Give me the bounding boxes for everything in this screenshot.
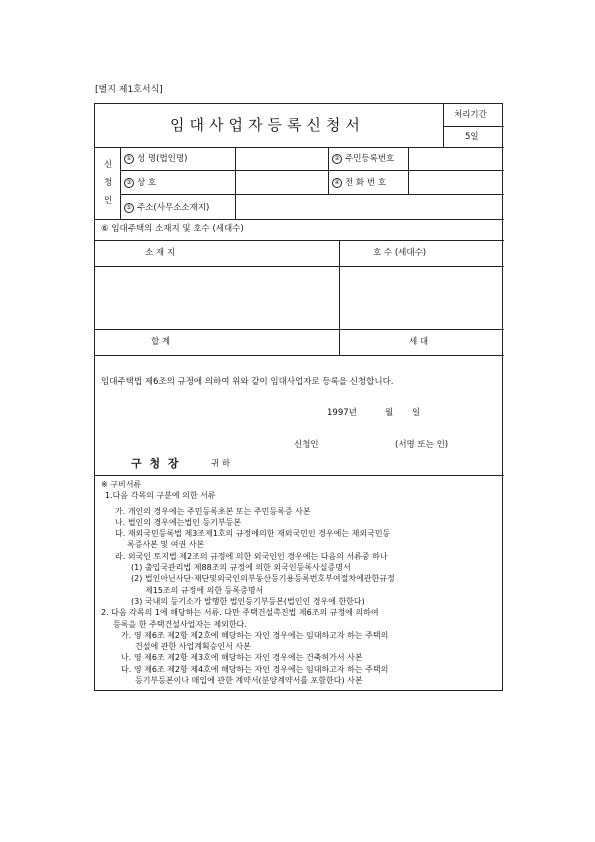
address-label: ⑤ 주소(사무소소재지) bbox=[124, 203, 209, 213]
document-line: 라. 외국인 토지법 제2조의 규정에 의한 외국인인 경우에는 다음의 서류중 하나 bbox=[115, 551, 388, 561]
recipient-suffix: 귀 하 bbox=[211, 459, 231, 469]
circled-number-3: ③ bbox=[124, 178, 134, 188]
document-line: 나. 영 제6조 제2항 제3호에 해당하는 자인 경우에는 건축허가서 사본 bbox=[121, 653, 363, 663]
phone-number-input[interactable] bbox=[409, 171, 503, 194]
trade-name-input[interactable] bbox=[236, 171, 328, 194]
document-line: 건설에 관한 사업계획승인서 사본 bbox=[135, 642, 251, 652]
document-line: 1.다음 각목의 구분에 의한 서류 bbox=[105, 491, 216, 501]
trade-name-label: ③ 상 호 bbox=[124, 178, 156, 188]
total-units-label: 세 대 bbox=[409, 337, 429, 347]
document-line: 제15조의 규정에 의한 등록증명서 bbox=[145, 585, 264, 595]
circled-number-2: ② bbox=[332, 154, 342, 164]
form-number-label: [별지 제1호서식] bbox=[95, 85, 163, 95]
document-line: (2) 법인아닌사단·재단및외국인의부동산등기용등록번호부여절차에관한규정 bbox=[131, 574, 395, 584]
applicant-sign-label: 신청인 bbox=[294, 440, 319, 450]
document-line: 등기부등본이나 매입에 관한 계약서(분양계약서를 포함한다) 사본 bbox=[135, 676, 363, 686]
document-line: 다. 영 제6조 제2항 제4호에 해당하는 자인 경우에는 임대하고자 하는 주택의 bbox=[121, 664, 389, 674]
recipient-name: 구 청 장 bbox=[131, 457, 181, 470]
location-column-header: 소 재 지 bbox=[145, 248, 176, 258]
document-line: 2. 다음 각목의 1에 해당하는 서류. 다만 주택건설촉진법 제6조의 규정에 의하여 bbox=[101, 608, 379, 618]
document-line: 록증사본 및 여권 사본 bbox=[127, 540, 205, 550]
housing-section-label: ⑥ 임대주택의 소재지 및 호수 (세대수) bbox=[101, 224, 244, 234]
form-title: 임대사업자등록신청서 bbox=[170, 116, 365, 134]
total-label: 합 계 bbox=[151, 337, 171, 347]
document-line: 등록을 한 주택건설사업자는 제외한다. bbox=[113, 619, 247, 629]
address-input[interactable] bbox=[236, 195, 503, 219]
required-documents bbox=[101, 479, 501, 686]
document-line: 나. 법인의 경우에는법인 등기부등본 bbox=[115, 517, 242, 527]
name-field-label: ① 성 명(법인명) bbox=[124, 154, 187, 164]
document-line: 다. 재외국민등록법 제3조제1호의 규정에의한 재외국민인 경우에는 재외국민등 bbox=[115, 529, 391, 539]
name-input[interactable] bbox=[236, 148, 328, 170]
document-line: 가. 영 제6조 제2항 제2호에 해당하는 자인 경우에는 임대하고자 하는 주택의 bbox=[121, 630, 389, 640]
applicant-side-label-2: 청 bbox=[104, 178, 113, 188]
resident-number-label: ② 주민등록번호 bbox=[332, 154, 394, 164]
units-input[interactable] bbox=[340, 267, 503, 329]
phone-number-label: ④ 전 화 번 호 bbox=[332, 178, 386, 188]
date-day: 일 bbox=[412, 408, 421, 418]
processing-period-value: 5일 bbox=[465, 132, 479, 142]
location-input[interactable] bbox=[96, 267, 338, 329]
document-line: (1) 출입국관리법 제88조의 규정에 의한 외국인등록사실증명서 bbox=[131, 563, 351, 573]
circled-number-1: ① bbox=[124, 154, 134, 164]
declaration-text: 임대주택법 제6조의 규정에 의하여 위와 같이 임대사업자로 등록을 신청합니다. bbox=[101, 377, 394, 387]
application-form bbox=[94, 103, 503, 691]
date-month: 월 bbox=[385, 408, 394, 418]
units-column-header: 호 수 (세대수) bbox=[373, 248, 427, 258]
signature-note: (서명 또는 인) bbox=[395, 440, 449, 450]
resident-number-input[interactable] bbox=[409, 148, 503, 170]
document-line: 가. 개인의 경우에는 주민등록초본 또는 주민등록증 사본 bbox=[115, 506, 311, 516]
applicant-side-label-1: 신 bbox=[104, 160, 113, 170]
documents-header: ※ 구비서류 bbox=[101, 480, 142, 489]
document-line: (3) 국내의 등기소가 발행한 법인등기부등본(법인인 경우에 한한다) bbox=[131, 596, 365, 606]
applicant-side-label-3: 인 bbox=[104, 196, 113, 206]
circled-number-5: ⑤ bbox=[124, 203, 134, 213]
circled-number-4: ④ bbox=[332, 178, 342, 188]
date-year: 1997년 bbox=[327, 408, 357, 418]
processing-period-label: 처리기간 bbox=[454, 110, 487, 120]
